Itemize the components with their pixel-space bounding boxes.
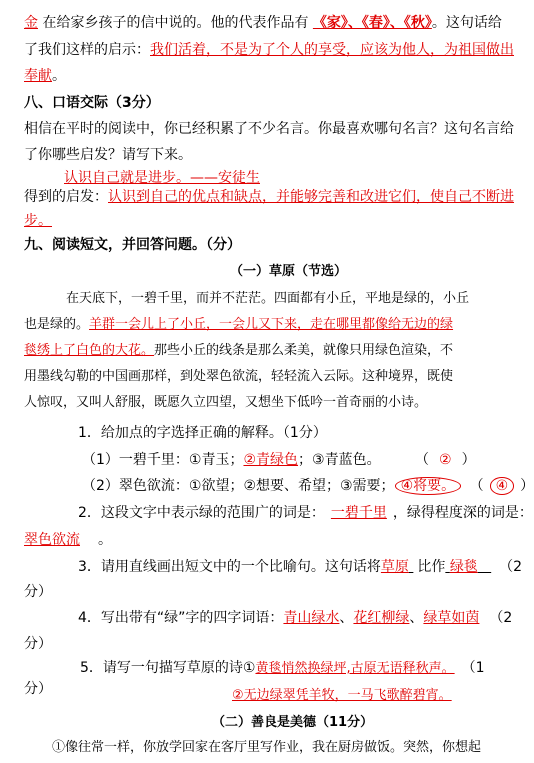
passage-line-5: 人惊叹，又叫人舒服，既愿久立四望，又想坐下低吟一首奇丽的小诗。 — [24, 395, 428, 410]
question-5-line-2: 分） — [24, 681, 52, 697]
section-9-heading: 九、阅读短文，并回答问题。（分） — [24, 237, 241, 253]
q3-answer-1: 草原 — [380, 559, 409, 575]
q1-2-answer: ④ — [490, 477, 515, 495]
q4-word-2: 花红柳绿 — [353, 610, 410, 626]
question-1-item-2: （2）翠色欲流：①欲望；②想要、希望；③需要； ④将要。 （ ④ ） — [82, 478, 534, 494]
insight-line-1: 得到的启发：认识到自己的优点和缺点，并能够完善和改进它们，使自己不断进 — [24, 189, 514, 205]
quote-answer: 认识自己就是进步。——安徒生 — [64, 170, 260, 186]
intro-line-2: 了我们这样的启示：我们活着，不是为了个人的享受，应该为他人，为祖国做出 — [24, 42, 514, 58]
passage-line-4: 用墨线勾勒的中国画那样，到处翠色欲流，轻轻流入云际。这种境界，既使 — [24, 369, 454, 384]
intro-line-3: 奉献。 — [24, 68, 66, 84]
question-4-line-2: 分） — [24, 636, 52, 652]
question-1: 1．给加点的字选择正确的解释。（1分） — [78, 425, 327, 441]
passage-line-1: 在天底下，一碧千里，而并不茫茫。四面都有小丘，平地是绿的，小丘 — [66, 291, 470, 306]
question-4-line-1: 4．写出带有“绿”字的四字词语：青山绿水、花红柳绿、绿草如茵 （2 — [78, 610, 513, 626]
question-1-item-1: （1）一碧千里：①青玉；②青绿色；③青蓝色。 （ ② ） — [82, 452, 476, 468]
q2-answer-2: 翠色欲流 — [24, 532, 80, 548]
q4-word-1: 青山绿水 — [283, 610, 340, 626]
question-3-line-1: 3．请用直线画出短文中的一个比喻句。这句话将草原 比作 绿毯 （2 — [78, 559, 523, 575]
insight-line-2: 步。 — [24, 213, 52, 229]
works-answer: 《家》、《春》、《秋》 — [312, 15, 432, 31]
question-5-line-1: 5．请写一句描写草原的诗①黄毯悄然换绿坪,古原无语释秋声。 （1 — [80, 660, 485, 676]
q3-answer-2: 绿毯 — [449, 559, 478, 575]
q5-answer-1: 黄毯悄然换绿坪,古原无语释秋声。 — [255, 661, 455, 676]
q1-1-answer: ② — [439, 452, 452, 468]
intro-line-1: 金 在给家乡孩子的信中说的。他的代表作品有 《家》、《春》、《秋》。这句话给 — [24, 15, 502, 31]
section-8-heading: 八、口语交际（3分） — [24, 95, 160, 111]
question-2-line-2: 翠色欲流 。 — [24, 532, 112, 548]
q5-answer-2: ②无边绿翠凭羊牧，一马飞歌醉碧宵。 — [232, 688, 452, 703]
s8-question-line-2: 了你哪些启发？请写下来。 — [24, 147, 192, 163]
insight-answer: 认识到自己的优点和缺点，并能够完善和改进它们，使自己不断进 — [108, 189, 514, 205]
author-char: 金 — [24, 15, 38, 31]
passage-1-title: （一）草原（节选） — [230, 264, 348, 279]
passage-2-title: （二）善良是美德（11分） — [212, 715, 374, 730]
question-3-line-2: 分） — [24, 584, 52, 600]
passage-2-line-1: ①像往常一样，你放学回家在客厅里写作业，我在厨房做饭。突然，你想起 — [52, 740, 482, 755]
s8-question-line-1: 相信在平时的阅读中，你已经积累了不少名言。你最喜欢哪句名言？这句名言给 — [24, 121, 514, 137]
passage-line-2: 也是绿的。羊群一会儿上了小丘，一会儿又下来，走在哪里都像给无边的绿 — [24, 317, 454, 332]
q4-word-3: 绿草如茵 — [423, 610, 480, 626]
q2-answer-1: 一碧千里 — [330, 505, 387, 521]
circled-option-4: ④将要。 — [395, 477, 462, 495]
question-2-line-1: 2．这段文字中表示绿的范围广的词是： 一碧千里 ，绿得程度深的词是： — [78, 505, 533, 521]
inspiration-answer: 我们活着，不是为了个人的享受，应该为他人，为祖国做出 — [150, 42, 514, 58]
passage-line-3: 毯绣上了白色的大花。那些小丘的线条是那么柔美，就像只用绿色渲染，不 — [24, 343, 454, 358]
metaphor-sentence: 羊群一会儿上了小丘，一会儿又下来，走在哪里都像给无边的绿 — [89, 317, 454, 332]
